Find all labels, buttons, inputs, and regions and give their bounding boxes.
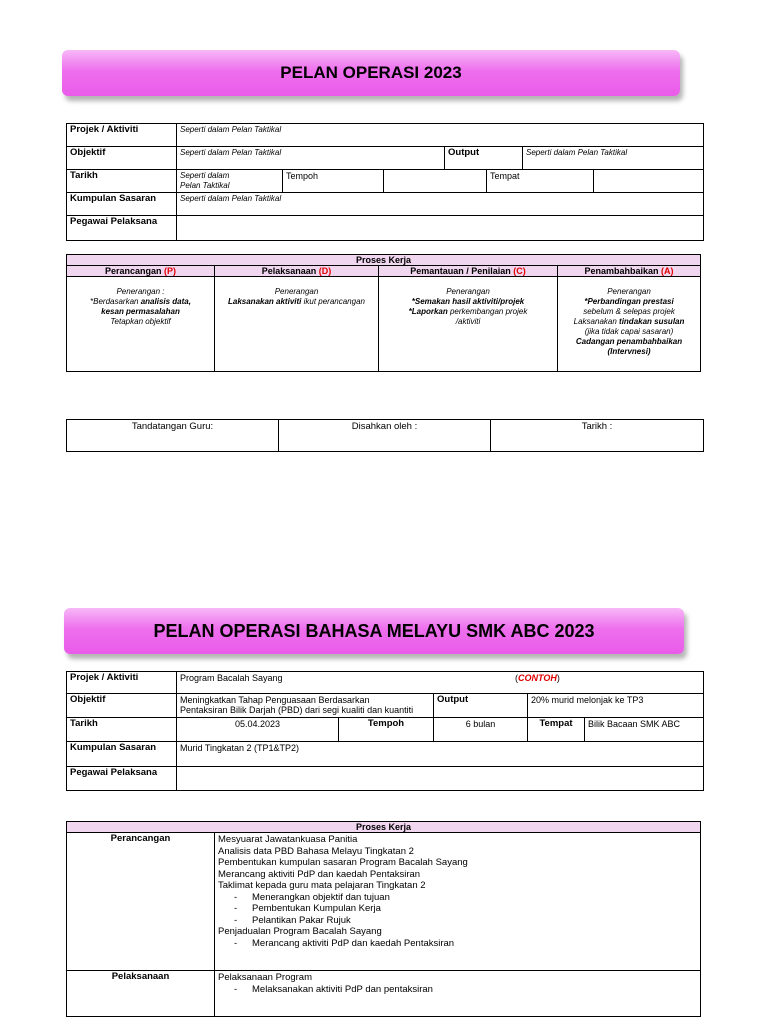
col-pelaksanaan: Pelaksanaan (D) bbox=[215, 266, 379, 277]
tempat-value bbox=[594, 170, 704, 193]
plan2-row-projek bbox=[67, 672, 704, 694]
tempoh-label: Tempoh bbox=[339, 718, 434, 742]
tempoh-value bbox=[384, 170, 487, 193]
tandatangan-guru: Tandatangan Guru: bbox=[67, 420, 279, 452]
plan2-row-pegawai bbox=[67, 767, 704, 791]
pegawai-label: Pegawai Pelaksana bbox=[67, 767, 177, 791]
sub-item: - Pembentukan Kumpulan Kerja bbox=[234, 903, 381, 914]
tarikh-value: 05.04.2023 bbox=[177, 718, 339, 742]
output-value: Seperti dalam Pelan Taktikal bbox=[523, 147, 704, 170]
pdca-header-row bbox=[67, 266, 701, 277]
plan2-row-objektif bbox=[67, 694, 704, 718]
projek-value: Seperti dalam Pelan Taktikal bbox=[177, 124, 704, 147]
disahkan-oleh: Disahkan oleh : bbox=[279, 420, 491, 452]
perancangan-row bbox=[67, 833, 701, 971]
perancangan-list bbox=[215, 833, 701, 971]
plan2-row-tarikh bbox=[67, 718, 704, 742]
pemantauan-desc: Penerangan *Semakan hasil aktiviti/projek *Laporkan perkembangan projek /aktiviti bbox=[379, 277, 558, 372]
signature-table bbox=[66, 419, 704, 452]
list-item: Analisis data PBD Bahasa Melayu Tingkatan 2 bbox=[218, 845, 414, 857]
plan2-title-banner bbox=[64, 608, 684, 654]
sub-item: - Pelantikan Pakar Rujuk bbox=[234, 914, 351, 926]
plan2-info-table bbox=[66, 671, 704, 791]
pelaksanaan-row bbox=[67, 971, 701, 1017]
proses-header: Proses Kerja bbox=[67, 822, 701, 833]
plan1-title-banner bbox=[62, 50, 680, 96]
plan1-info-table bbox=[66, 123, 704, 241]
plan1-row-tarikh bbox=[67, 170, 704, 193]
tempat-label: Tempat bbox=[528, 718, 585, 742]
tarikh-value: Seperti dalam Pelan Taktikal bbox=[177, 170, 283, 193]
kumpulan-label: Kumpulan Sasaran bbox=[67, 742, 177, 767]
output-label: Output bbox=[445, 147, 523, 170]
proses-header: Proses Kerja bbox=[67, 255, 701, 266]
objektif-value: Seperti dalam Pelan Taktikal bbox=[177, 147, 445, 170]
plan1-row-projek bbox=[67, 124, 704, 147]
plan2-proses-table bbox=[66, 821, 701, 1017]
kumpulan-value: Murid Tingkatan 2 (TP1&TP2) bbox=[177, 742, 704, 767]
list-item: Merancang aktiviti PdP dan kaedah Pentaksiran bbox=[218, 868, 421, 880]
list-item: Pelaksanaan Program bbox=[218, 972, 312, 983]
col-penambahbaikan: Penambahbaikan (A) bbox=[558, 266, 701, 277]
list-item: Penjadualan Program Bacalah Sayang bbox=[218, 926, 382, 937]
output-label: Output bbox=[434, 694, 528, 718]
list-item: Mesyuarat Jawatankuasa Panitia bbox=[218, 834, 358, 845]
penambahbaikan-desc: Penerangan *Perbandingan prestasi sebelum & selepas projek Laksanakan tindakan susulan (jika tidak capai sasaran) Cadangan penambahbaikan (Intervnesi) bbox=[558, 277, 701, 372]
plan2-row-kumpulan bbox=[67, 742, 704, 767]
pegawai-value bbox=[177, 216, 704, 241]
tempat-value: Bilik Bacaan SMK ABC bbox=[585, 718, 704, 742]
perancangan-label: Perancangan bbox=[67, 833, 215, 971]
tarikh-label: Tarikh bbox=[67, 170, 177, 193]
list-item: Pembentukan kumpulan sasaran Program Bacalah Sayang bbox=[218, 857, 468, 868]
projek-value: Program Bacalah Sayang (CONTOH) bbox=[177, 672, 704, 694]
pegawai-value bbox=[177, 767, 704, 791]
pelaksanaan-list bbox=[215, 971, 701, 1017]
objektif-value: Meningkatkan Tahap Penguasaan Berdasarkan Pentaksiran Bilik Darjah (PBD) dari segi kualiti dan kuantiti bbox=[177, 694, 434, 718]
output-value: 20% murid melonjak ke TP3 bbox=[528, 694, 704, 718]
plan1-title: PELAN OPERASI 2023 bbox=[280, 63, 462, 82]
pelaksanaan-label: Pelaksanaan bbox=[67, 971, 215, 1017]
objektif-label: Objektif bbox=[67, 147, 177, 170]
tarikh-label: Tarikh bbox=[67, 718, 177, 742]
plan1-row-kumpulan bbox=[67, 193, 704, 216]
col-perancangan: Perancangan (P) bbox=[67, 266, 215, 277]
sub-item: - Merancang aktiviti PdP dan kaedah Pentaksiran bbox=[234, 937, 455, 949]
pegawai-label: Pegawai Pelaksana bbox=[67, 216, 177, 241]
contoh-note: (CONTOH) bbox=[515, 673, 560, 683]
projek-label: Projek / Aktiviti bbox=[67, 124, 177, 147]
pelaksanaan-desc: Penerangan Laksanakan aktiviti ikut perancangan bbox=[215, 277, 379, 372]
sub-item: - Menerangkan objektif dan tujuan bbox=[234, 891, 390, 903]
list-item: Taklimat kepada guru mata pelajaran Tingkatan 2 bbox=[218, 880, 426, 891]
tempoh-label: Tempoh bbox=[283, 170, 384, 193]
plan1-row-pegawai bbox=[67, 216, 704, 241]
perancangan-desc: Penerangan : *Berdasarkan analisis data, kesan permasalahan Tetapkan objektif bbox=[67, 277, 215, 372]
sub-item: - Melaksanakan aktiviti PdP dan pentaksiran bbox=[234, 983, 433, 995]
plan2-title: PELAN OPERASI BAHASA MELAYU SMK ABC 2023 bbox=[153, 620, 595, 641]
plan1-proses-table bbox=[66, 254, 701, 372]
signature-tarikh: Tarikh : bbox=[491, 420, 704, 452]
plan1-row-objektif bbox=[67, 147, 704, 170]
tempoh-value: 6 bulan bbox=[434, 718, 528, 742]
tempat-label: Tempat bbox=[487, 170, 594, 193]
objektif-label: Objektif bbox=[67, 694, 177, 718]
col-pemantauan: Pemantauan / Penilaian (C) bbox=[379, 266, 558, 277]
kumpulan-label: Kumpulan Sasaran bbox=[67, 193, 177, 216]
projek-label: Projek / Aktiviti bbox=[67, 672, 177, 694]
kumpulan-value: Seperti dalam Pelan Taktikal bbox=[177, 193, 704, 216]
